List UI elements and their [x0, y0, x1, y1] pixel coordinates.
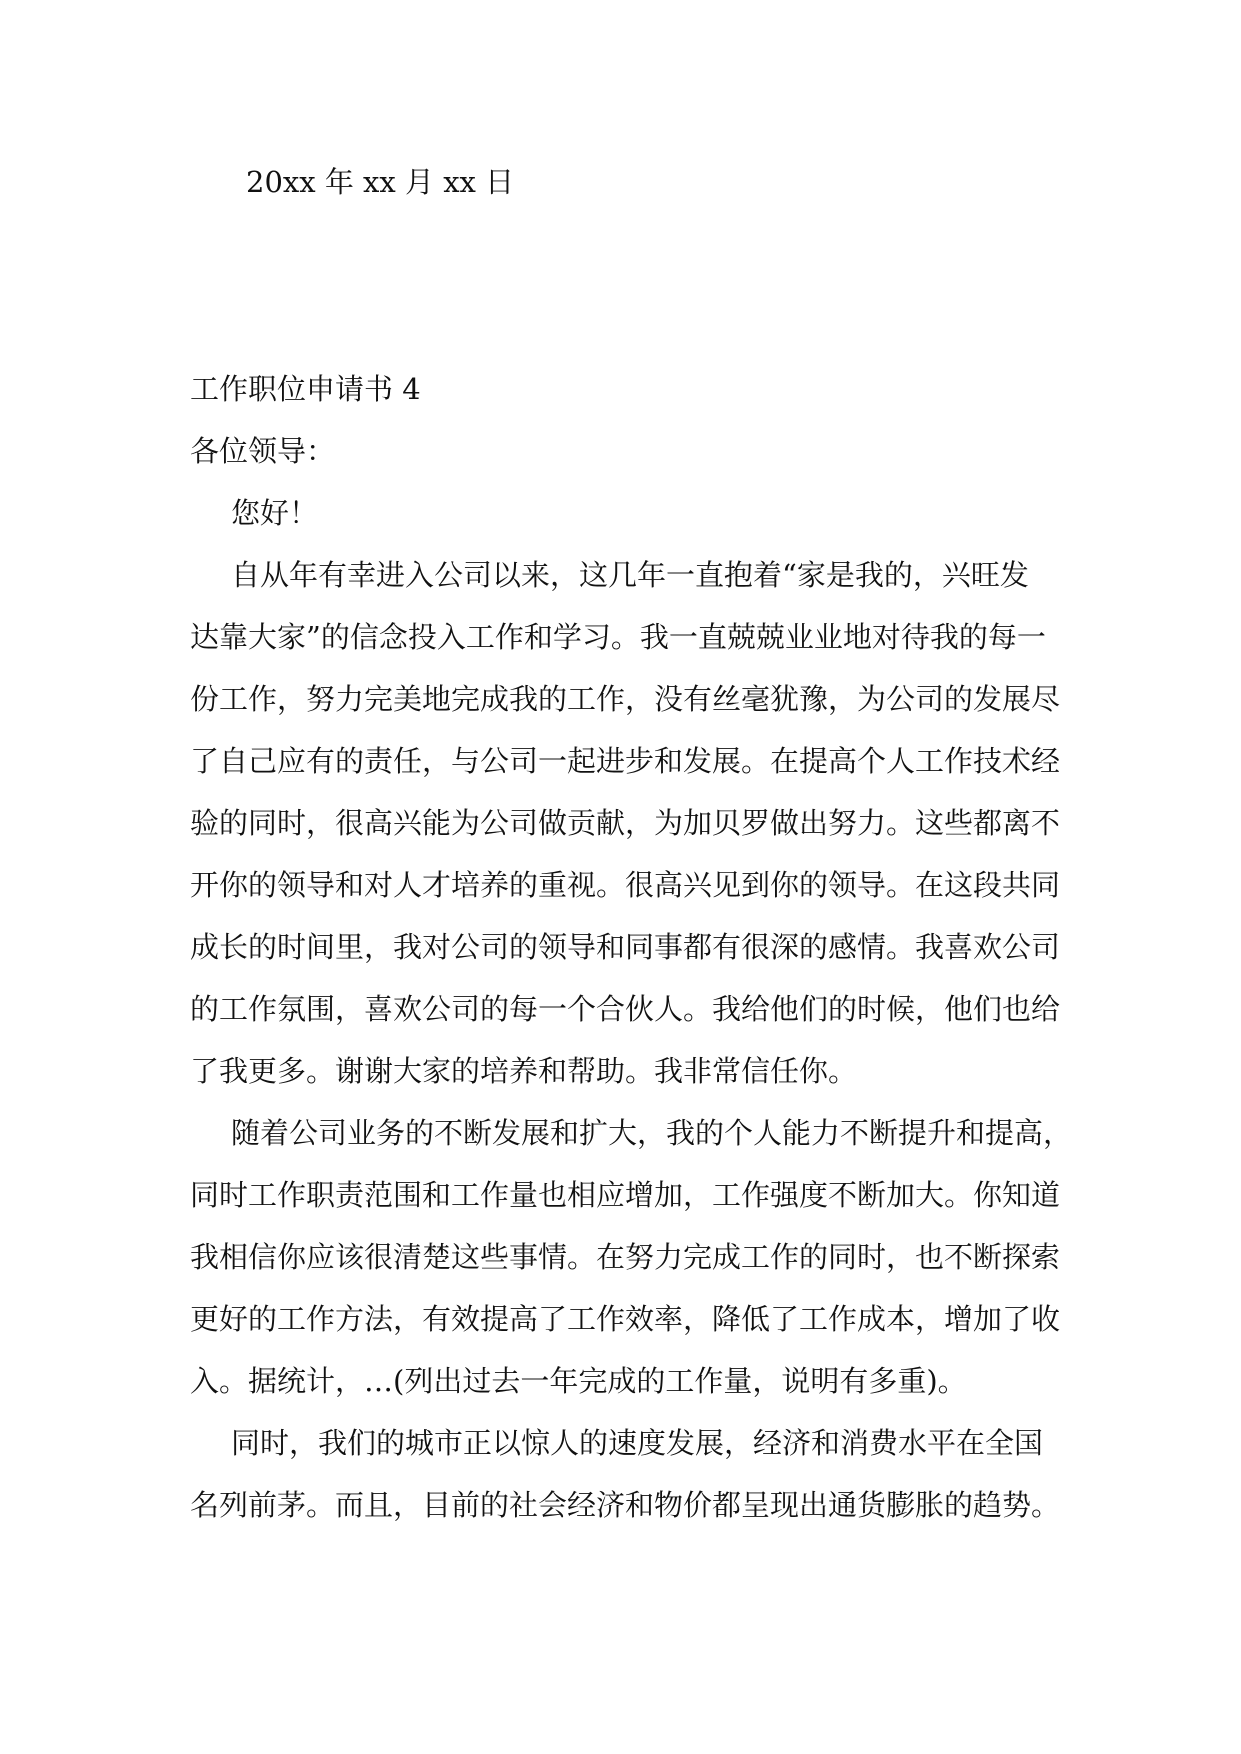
paragraph-line: 同时工作职责范围和工作量也相应增加，工作强度不断加大。你知道	[190, 1178, 1061, 1212]
paragraph-3	[190, 1412, 1065, 1536]
paragraph-line: 成长的时间里，我对公司的领导和同事都有很深的感情。我喜欢公司	[190, 930, 1061, 964]
paragraph-line: 了自己应有的责任，与公司一起进步和发展。在提高个人工作技术经	[190, 744, 1061, 778]
letter-date: 20xx 年 xx 月 xx 日	[246, 165, 515, 199]
paragraph-line: 达靠大家”的信念投入工作和学习。我一直兢兢业业地对待我的每一	[190, 620, 1046, 654]
paragraph-line: 验的同时，很高兴能为公司做贡献，为加贝罗做出努力。这些都离不	[190, 806, 1061, 840]
paragraph-1	[190, 544, 1065, 1102]
letter-title: 工作职位申请书 4	[190, 372, 421, 406]
paragraph-line: 开你的领导和对人才培养的重视。很高兴见到你的领导。在这段共同	[190, 868, 1061, 902]
paragraph-line: 份工作，努力完美地完成我的工作，没有丝毫犹豫，为公司的发展尽	[190, 682, 1061, 716]
greeting: 您好！	[231, 496, 319, 530]
paragraph-line: 随着公司业务的不断发展和扩大，我的个人能力不断提升和提高，	[231, 1116, 1073, 1150]
paragraph-line: 的工作氛围，喜欢公司的每一个合伙人。我给他们的时候，他们也给	[190, 992, 1061, 1026]
paragraph-line: 名列前茅。而且，目前的社会经济和物价都呈现出通货膨胀的趋势。	[190, 1488, 1061, 1522]
paragraph-line: 我相信你应该很清楚这些事情。在努力完成工作的同时，也不断探索	[190, 1240, 1061, 1274]
paragraph-line: 了我更多。谢谢大家的培养和帮助。我非常信任你。	[190, 1054, 858, 1088]
paragraph-line: 入。据统计，…(列出过去一年完成的工作量，说明有多重)。	[190, 1364, 967, 1398]
salutation: 各位领导：	[190, 434, 336, 468]
paragraph-line: 自从年有幸进入公司以来，这几年一直抱着“家是我的，兴旺发	[231, 558, 1029, 592]
paragraph-line: 更好的工作方法，有效提高了工作效率，降低了工作成本，增加了收	[190, 1302, 1061, 1336]
paragraph-line: 同时，我们的城市正以惊人的速度发展，经济和消费水平在全国	[231, 1426, 1044, 1460]
letter-body	[190, 358, 1073, 1536]
paragraph-2	[190, 1102, 1073, 1412]
